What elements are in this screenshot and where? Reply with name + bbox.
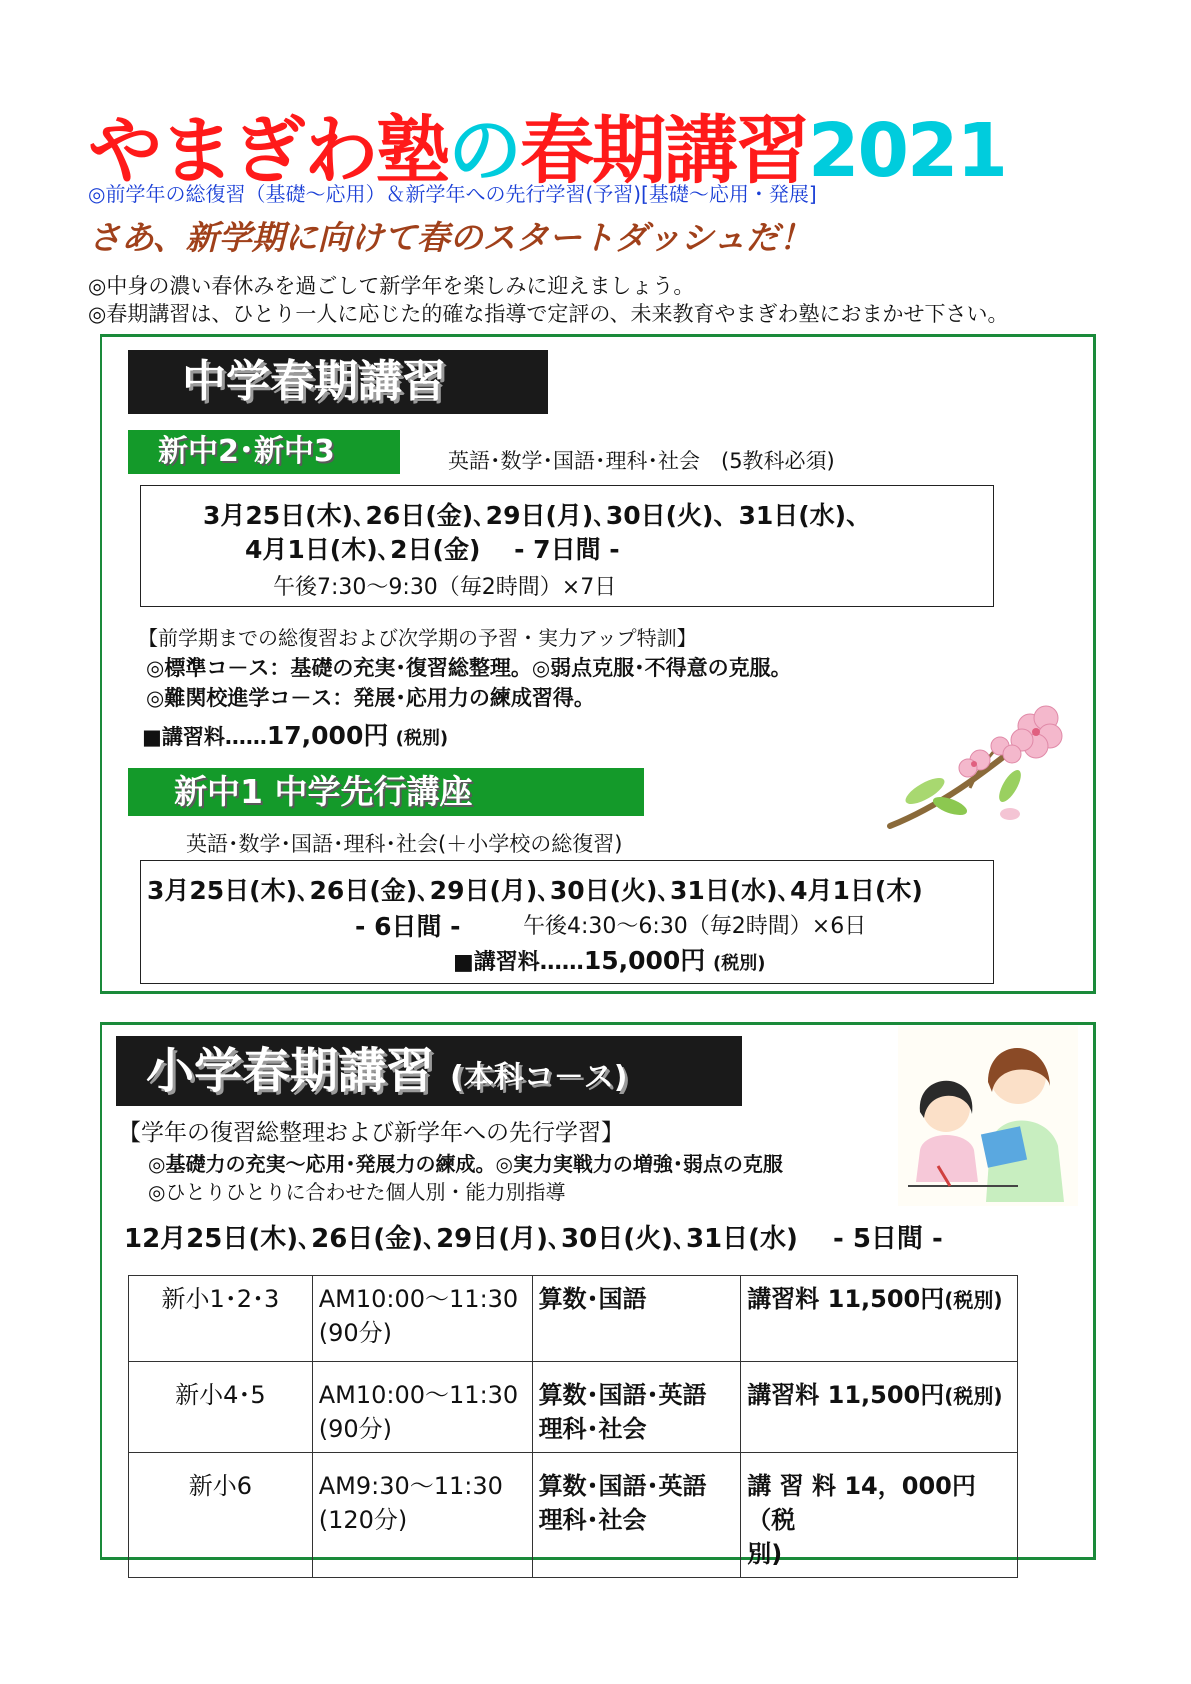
grade-cell: 新小4･5: [129, 1362, 313, 1453]
grade1-time: 午後4:30～6:30（毎2時間）×6日: [523, 914, 867, 939]
grade1-label: 新中1 中学先行講座: [128, 768, 644, 816]
grade1-dates-line1: 3月25日(木)､26日(金)､29日(月)､30日(火)､31日(水)､4月1日(木): [147, 876, 923, 905]
cherry-blossom-icon: [880, 696, 1080, 836]
elementary-heading: 小学春期講習 (本科コ－ス): [116, 1036, 742, 1106]
time-cell: AM10:00～11:30 (90分): [312, 1362, 532, 1453]
time-cell: AM9:30～11:30 (120分): [312, 1453, 532, 1578]
grade23-dates-line1: 3月25日(木)､26日(金)､29日(月)､30日(火)、31日(水)、: [203, 501, 872, 530]
grade1-subjects: 英語･数学･国語･理科･社会(＋小学校の総復習): [186, 832, 623, 856]
grade23-schedule-box: [140, 485, 994, 607]
table-row: [129, 1276, 1018, 1362]
teacher-and-child-icon: [898, 1026, 1078, 1206]
grade23-dates-line2: 4月1日(木)､2日(金) - 7日間 -: [245, 535, 620, 564]
elementary-point2: ◎ひとりひとりに合わせた個人別・能力別指導: [148, 1180, 566, 1204]
fee-cell: 講習料 11,500円(税別): [741, 1362, 1018, 1453]
intro-line-2: ◎春期講習は、ひとり一人に応じた的確な指導で定評の、未来教育やまぎわ塾におまかせ下さい。: [88, 302, 1009, 326]
page-title: やまぎわ塾の春期講習2021: [88, 108, 1006, 194]
fee-cell: 講 習 料 14，000円（税 別): [741, 1453, 1018, 1578]
grade-cell: 新小6: [129, 1453, 313, 1578]
grade1-fee: ■講習料‥‥‥15,000円 (税別): [453, 946, 766, 975]
elementary-program: 【学年の復習総整理および新学年への先行学習】: [118, 1120, 624, 1146]
grade23-course2: ◎難関校進学コ－ス：発展･応用力の練成習得。: [146, 686, 595, 710]
table-row: [129, 1362, 1018, 1453]
time-cell: AM10:00～11:30 (90分): [312, 1276, 532, 1362]
slogan: さあ、新学期に向けて春のスタートダッシュだ！: [88, 218, 813, 257]
grade23-label: 新中2･新中3: [128, 430, 400, 474]
subjects-cell: 算数･国語･英語 理科･社会: [532, 1453, 741, 1578]
elementary-point1: ◎基礎力の充実～応用･発展力の練成。◎実力実戦力の増強･弱点の克服: [148, 1152, 783, 1176]
grade23-subjects: 英語･数学･国語･理科･社会 (5教科必須): [448, 449, 835, 473]
grade-cell: 新小1･2･3: [129, 1276, 313, 1362]
table-row: [129, 1453, 1018, 1578]
grade1-days: - 6日間 -: [355, 912, 461, 941]
subjects-cell: 算数･国語: [532, 1276, 741, 1362]
grade23-program: 【前学期までの総復習および次学期の予習・実力アップ特訓】: [138, 626, 697, 650]
fee-cell: 講習料 11,500円(税別): [741, 1276, 1018, 1362]
grade23-fee: ■講習料‥‥‥17,000円 (税別): [142, 721, 449, 750]
subjects-cell: 算数･国語･英語 理科･社会: [532, 1362, 741, 1453]
intro-line-1: ◎中身の濃い春休みを過ごして新学年を楽しみに迎えましょう。: [88, 274, 695, 298]
elementary-fee-table: [128, 1275, 1018, 1578]
elementary-dates: 12月25日(木)､26日(金)､29日(月)､30日(火)､31日(水) - 5日間 -: [124, 1224, 943, 1254]
middle-school-heading: 中学春期講習: [128, 350, 548, 414]
subtitle: ◎前学年の総復習（基礎～応用）＆新学年への先行学習(予習)[基礎～応用・発展]: [88, 182, 817, 206]
grade23-time: 午後7:30～9:30（毎2時間）×7日: [273, 575, 617, 600]
grade23-course1: ◎標準コ－ス：基礎の充実･復習総整理。◎弱点克服･不得意の克服。: [146, 656, 792, 680]
grade1-schedule-box: [140, 860, 994, 984]
